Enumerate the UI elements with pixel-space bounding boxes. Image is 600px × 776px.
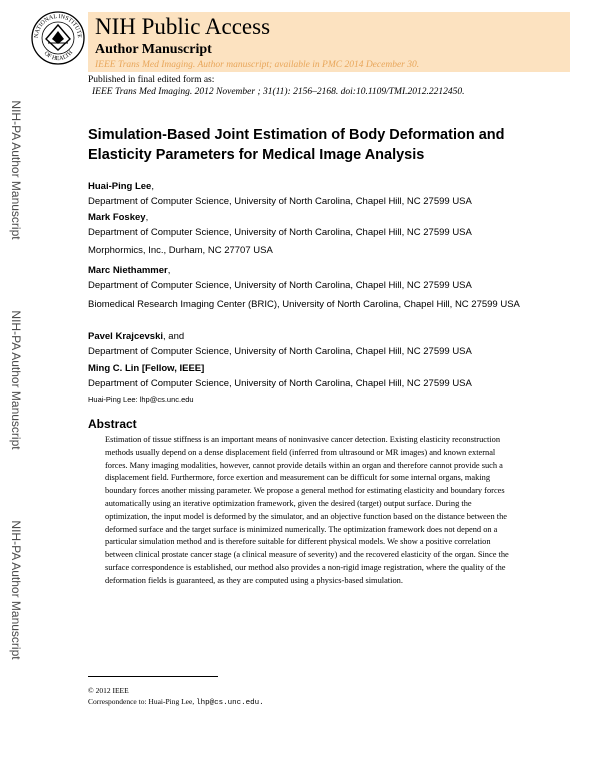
affiliation: Department of Computer Science, University of North Carolina, Chapel Hill, NC 27599 USA [88,196,472,207]
paper-title: Simulation-Based Joint Estimation of Body Deformation and Elasticity Parameters for Medical Image Analysis [88,127,505,163]
affiliation: Department of Computer Science, University of North Carolina, Chapel Hill, NC 27599 USA [88,280,472,291]
author-email: Huai-Ping Lee: lhp@cs.unc.edu [88,395,194,404]
author-1: Huai-Ping Lee, [88,181,154,192]
author-name: Mark Foskey [88,212,146,223]
abstract-heading: Abstract [88,417,137,431]
correspondence-email[interactable]: lhp@cs.unc.edu. [196,699,264,707]
header-title: NIH Public Access [95,14,271,39]
footnote-divider [88,676,218,677]
affiliation: Department of Computer Science, University of North Carolina, Chapel Hill, NC 27599 USA [88,227,472,238]
side-stamp-2 [8,290,24,470]
copyright: © 2012 IEEE [88,686,129,695]
abstract-body: Estimation of tissue stiffness is an important means of noninvasive cancer detection. Existing elasticity reconstruction methods usually depend on a dense displacement field (inferred from ultrasound or MR images) and known external forces. Many imaging modalities, however, cannot provide details within an organ and therefore cannot provide such a displacement field. Furthermore, force exertion and measurement can be difficult for some internal organs, making boundary forces another missing parameter. We propose a general method for estimating elasticity and boundary forces automatically using an iterative optimization framework, given the desired (target) output surface. During the optimization, the input model is deformed by the simulator, and an objective function based on the distance between the deformed surface and the target surface is minimized numerically. The optimization framework does not depend on a particular simulation method and is therefore suitable for different physical models. We show a positive correlation between clinical prostate cancer stage (a clinical measure of severity) and the recovered elasticity of the organ. Since the surface correspondence is established, our method also provides a non-rigid image registration, where the quality of the deformation fields is guaranteed, as they are computed using a physics-based simulation. [105,435,509,585]
author-3: Marc Niethammer, [88,265,171,276]
nih-logo [30,10,86,66]
header-subtitle: Author Manuscript [95,42,212,57]
author-name: Pavel Krajcevski [88,331,164,342]
correspondence [88,697,264,707]
author-name: Marc Niethammer [88,265,168,276]
side-stamp-3 [8,500,24,680]
side-stamp-1 [8,80,24,260]
logo-text-top: NATIONAL INSTITUTE [33,13,83,39]
author-2: Mark Foskey, [88,212,149,223]
side-stamp-text: NIH-PA Author Manuscript [9,100,23,240]
citation-text: IEEE Trans Med Imaging. 2012 November ; 31(11): 2156–2168. doi:10.1109/TMI.2012.2212450. [92,87,465,97]
affiliation: Morphormics, Inc., Durham, NC 27707 USA [88,245,273,256]
author-5 [88,363,204,374]
header-availability-note: IEEE Trans Med Imaging. Author manuscript; available in PMC 2014 December 30. [95,60,420,70]
affiliation: Department of Computer Science, University of North Carolina, Chapel Hill, NC 27599 USA [88,378,472,389]
published-label: Published in final edited form as: [88,75,215,85]
author-name: Ming C. Lin [Fellow, IEEE] [88,363,205,374]
logo-text-bottom: OF HEALTH [42,49,75,63]
side-stamp-text: NIH-PA Author Manuscript [9,520,23,660]
author-4: Pavel Krajcevski, and [88,331,185,342]
author-name: Huai-Ping Lee [88,181,152,192]
affiliation: Biomedical Research Imaging Center (BRIC), University of North Carolina, Chapel Hill, NC 27599 USA [88,299,520,310]
correspondence-label: Correspondence to: Huai-Ping Lee, [88,697,197,706]
citation-line [92,87,465,97]
side-stamp-text: NIH-PA Author Manuscript [9,310,23,450]
affiliation: Department of Computer Science, University of North Carolina, Chapel Hill, NC 27599 USA [88,346,472,357]
